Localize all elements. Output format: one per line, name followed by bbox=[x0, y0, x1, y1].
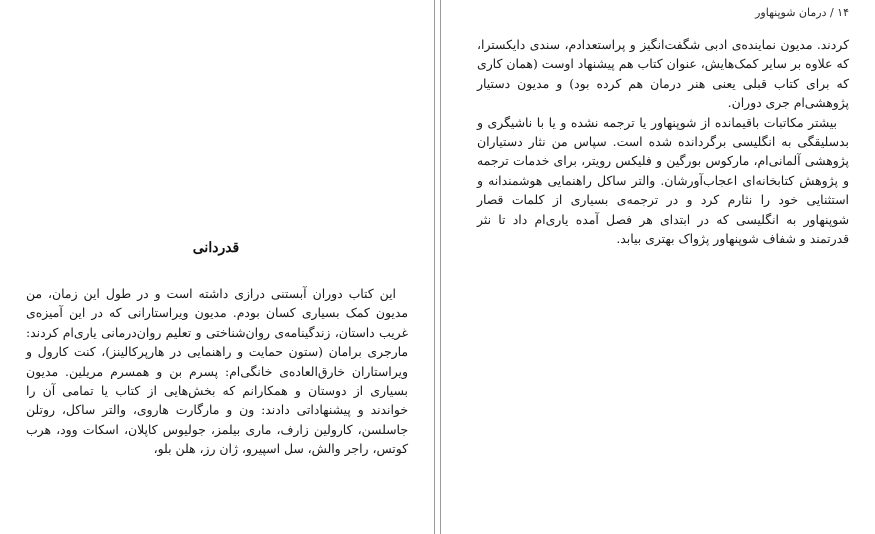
right-page bbox=[442, 0, 875, 534]
left-page-body bbox=[26, 284, 408, 459]
spine-divider bbox=[434, 0, 435, 534]
right-paragraph: کردند. مدیون نماینده‌ی ادبی شگفت‌انگیز و پراستعدادم، سندی دایکسترا، که علاوه بر سایر کمک‌هایش، عنوان کتاب هم پیشنهاد اوست (همان کاری که برای کتاب قبلی یعنی هنر درمان هم کرده بود) و مدیون دستیار پژوهشی‌ام جری دوران. bbox=[477, 37, 849, 111]
spine-divider bbox=[440, 0, 441, 534]
right-page-body bbox=[477, 35, 849, 248]
running-head: ۱۴ / درمان شوپنهاور bbox=[755, 6, 849, 19]
section-heading: قدردانی bbox=[192, 240, 240, 256]
right-paragraph: بیشتر مکاتبات باقیمانده از شوپنهاور یا ترجمه نشده و یا با ناشیگری و بدسلیقگی به انگلیسی برگردانده شده است. سپاس من نثار دستیاران پژوهشی آلمانی‌ام، مارکوس بورگین و فلیکس رویتر، برای خدمات ترجمه و پژوهش کتابخانه‌ای اعجاب‌آورشان. والتر ساکل راهنمایی هوشمندانه و استثنایی خود را نثارم کرد و در ترجمه‌ی بسیاری از کلمات قصار شوپنهاور به انگلیسی که در ابتدای هر فصل آمده یاری‌ام داد تا نثر قدرتمند و شفاف شوپنهاور پژواک بهتری بیابد. bbox=[477, 114, 849, 247]
left-paragraph: این کتاب دوران آبستنی درازی داشته است و در طول این زمان، من مدیون کمک بسیاری کسان بودم. مدیون ویراستارانی که در این آمیزه‌ی غریب داستان، زندگینامه‌ی روان‌شناختی و تعلیم روان‌درمانی یاری‌ام کردند: مارجری برامان (ستون حمایت و راهنمایی در هارپرکالینز)، کنت کارول و ویراستاران خارق‌العاده‌ی خانگی‌ام: پسرم بن و همسرم مریلین. مدیون بسیاری از دوستان و همکارانم که بخش‌هایی از کتاب یا تمامی آن را خواندند و پیشنهاداتی دادند: ون و مارگارت هاروی، والتر ساکل، روتلن جاسلسن، کارولین زارف، ماری بیلمز، جولیوس کاپلان، اسکات وود، هرب کوتس، راجر والش، سل اسپیرو، ژان رز، هلن بلو، bbox=[26, 286, 408, 457]
left-page bbox=[0, 0, 432, 534]
